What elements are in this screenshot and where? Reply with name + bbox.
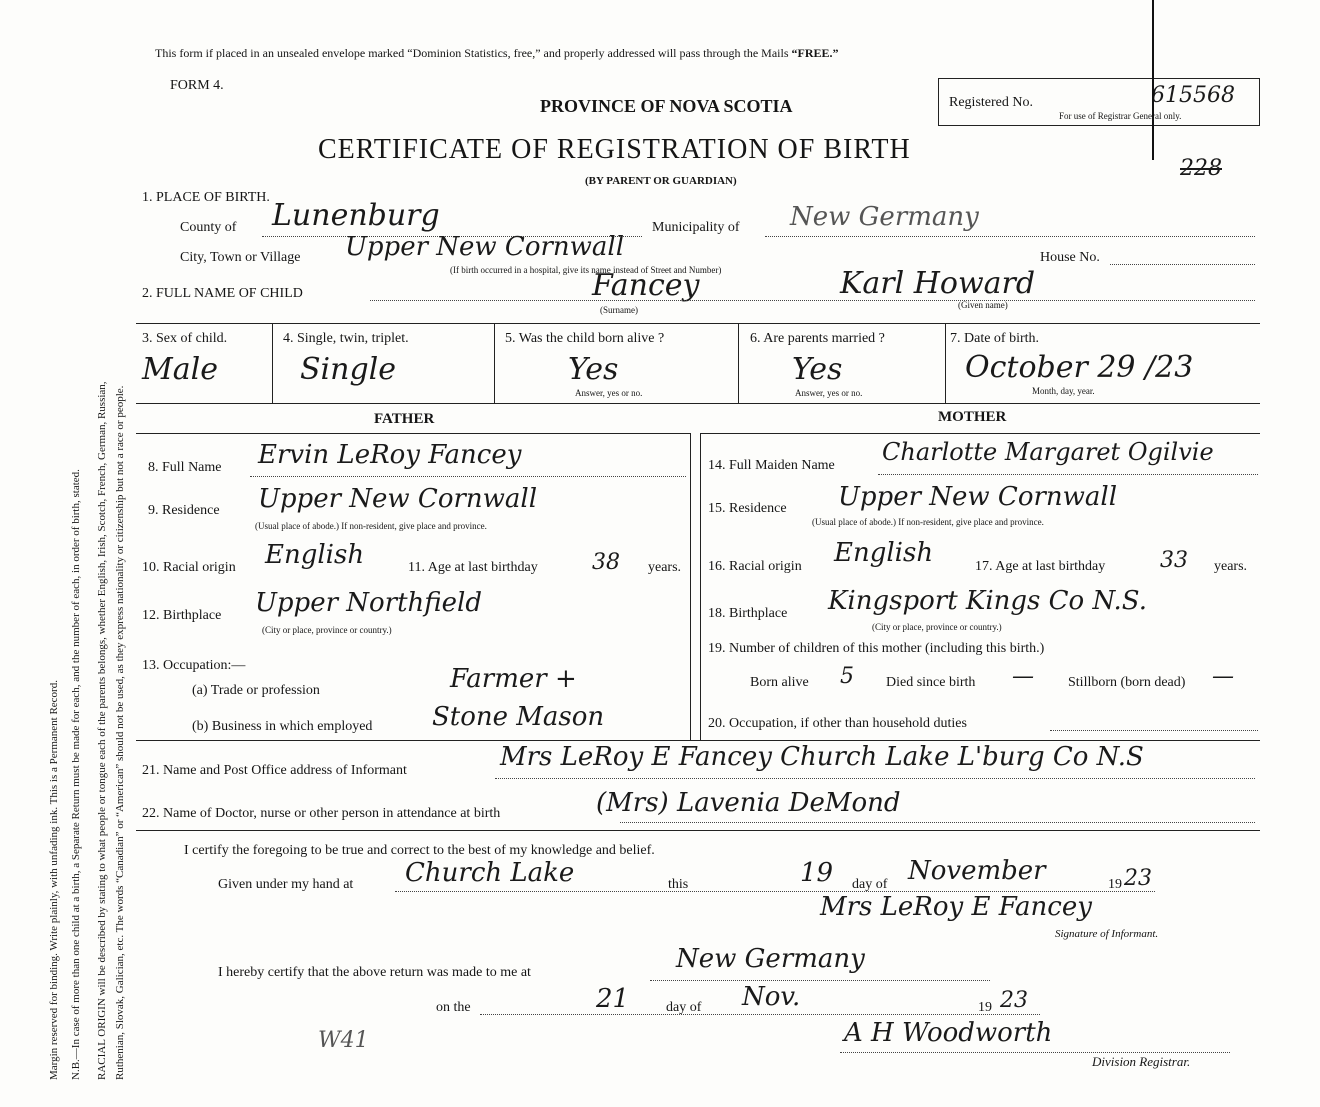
county-label: County of [180, 220, 237, 235]
facts-divider-1 [272, 323, 273, 403]
house-number-label: House No. [1040, 250, 1100, 265]
registrar-day-of: day of [666, 1000, 702, 1015]
died-since-birth-label: Died since birth [886, 675, 976, 690]
mother-age: 33 [1160, 548, 1188, 573]
facts-divider-3 [738, 323, 739, 403]
mother-birthplace-label: 18. Birthplace [708, 606, 788, 621]
registrar-signature: A H Woodworth [844, 1018, 1053, 1048]
father-trade: Farmer + [450, 664, 577, 694]
child-surname: Fancey [592, 268, 700, 303]
mother-name-label: 14. Full Maiden Name [708, 458, 835, 473]
father-residence-label: 9. Residence [148, 503, 220, 518]
father-name-rule [250, 476, 686, 477]
father-business-label: (b) Business in which employed [192, 719, 373, 734]
mother-age-label: 17. Age at last birthday [975, 559, 1106, 574]
child-given-name: Karl Howard [840, 266, 1036, 301]
municipality-value: New Germany [790, 202, 979, 232]
registrar-title: Division Registrar. [1092, 1054, 1191, 1069]
city-value: Upper New Cornwall [345, 232, 625, 262]
father-business: Stone Mason [432, 702, 605, 732]
mail-note-text: This form if placed in an unsealed envelope marked “Dominion Statistics, free,” and properly addressed will pass through the Mails [155, 46, 792, 60]
father-heading-rule [136, 433, 690, 434]
province-heading: PROVINCE OF NOVA SCOTIA [540, 96, 793, 116]
father-trade-label: (a) Trade or profession [192, 683, 320, 698]
registrar-year-prefix: 19 [978, 1000, 992, 1015]
mother-children-label: 19. Number of children of this mother (including this birth.) [708, 641, 1045, 656]
father-name-label: 8. Full Name [148, 460, 222, 475]
side-note-racial-origin: RACIAL ORIGIN will be described by stating to what people or tongue each of the parents belongs, whether English, Irish, Scotch, French, German, Russian, [96, 381, 108, 1080]
facts-bottom-rule [136, 403, 1260, 404]
married-note: Answer, yes or no. [795, 388, 863, 398]
father-birthplace: Upper Northfield [255, 588, 482, 618]
side-note-binding: Margin reserved for binding. Write plainly, with unfading ink. This is a Permanent Record. [48, 680, 60, 1080]
sex-value: Male [142, 352, 218, 387]
house-number-rule [1110, 264, 1255, 265]
mother-occupation-rule [1050, 730, 1258, 731]
father-occupation-label: 13. Occupation:— [142, 658, 246, 673]
facts-top-rule [136, 323, 1260, 324]
certify-year: 23 [1124, 866, 1152, 891]
registrar-year: 23 [1000, 988, 1028, 1013]
certificate-title: CERTIFICATE OF REGISTRATION OF BIRTH [318, 134, 911, 165]
informant-rule [495, 778, 1255, 779]
father-race-label: 10. Racial origin [142, 560, 236, 575]
mail-note [155, 46, 839, 61]
mother-race: English [834, 538, 934, 568]
registrar-statement: I hereby certify that the above return was made to me at [218, 965, 531, 980]
mother-residence-label: 15. Residence [708, 501, 787, 516]
registrar-day: 21 [596, 984, 630, 1014]
stillborn-count: — [1212, 664, 1234, 689]
father-name: Ervin LeRoy Fancey [258, 440, 522, 470]
mother-name-rule [878, 474, 1258, 475]
parents-divider-right [700, 433, 701, 740]
registrar-signature-rule [840, 1052, 1230, 1053]
facts-divider-4 [945, 323, 946, 403]
parents-bottom-rule [136, 740, 1260, 741]
dob-value: October 29 /23 [965, 350, 1194, 385]
doctor-label: 22. Name of Doctor, nurse or other person in attendance at birth [142, 806, 501, 821]
municipality-rule [765, 236, 1255, 237]
registrar-place: New Germany [676, 944, 865, 974]
mother-heading: MOTHER [938, 409, 1007, 425]
single-label: 4. Single, twin, triplet. [283, 331, 409, 346]
father-race: English [265, 540, 365, 570]
mother-birthplace: Kingsport Kings Co N.S. [828, 586, 1147, 616]
father-heading: FATHER [374, 411, 435, 427]
registrar-on-the: on the [436, 1000, 471, 1015]
registrar-note: For use of Registrar General only. [1059, 111, 1182, 121]
registrar-month: Nov. [742, 982, 801, 1012]
father-age-label: 11. Age at last birthday [408, 560, 538, 575]
certify-day: 19 [800, 858, 834, 888]
county-value: Lunenburg [272, 198, 440, 233]
married-label: 6. Are parents married ? [750, 331, 885, 346]
corner-mark: 228 [1180, 156, 1222, 181]
dob-label: 7. Date of birth. [950, 331, 1040, 346]
born-alive-count: 5 [840, 664, 854, 689]
registered-label: Registered No. [949, 95, 1033, 110]
born-alive-value: Yes [568, 352, 619, 387]
father-age: 38 [592, 550, 620, 575]
registrar-place-rule [650, 980, 990, 981]
born-alive-label: 5. Was the child born alive ? [505, 331, 665, 346]
informant-signature-note: Signature of Informant. [1055, 928, 1159, 940]
certify-day-of: day of [852, 877, 888, 892]
doctor-rule [620, 822, 1255, 823]
informant-signature: Mrs LeRoy E Fancey [820, 892, 1092, 922]
hospital-note: (If birth occurred in a hospital, give its name instead of Street and Number) [450, 265, 722, 275]
facts-divider-2 [494, 323, 495, 403]
died-since-birth: — [1012, 664, 1034, 689]
born-alive-count-label: Born alive [750, 675, 809, 690]
given-under-hand-label: Given under my hand at [218, 877, 354, 892]
married-value: Yes [792, 352, 843, 387]
form-number: FORM 4. [170, 78, 224, 93]
certify-month: November [908, 856, 1046, 886]
informant-section-rule [136, 830, 1260, 831]
mother-age-years: years. [1214, 559, 1248, 574]
registered-value: 615568 [1151, 83, 1235, 108]
mother-occupation-label: 20. Occupation, if other than household duties [708, 716, 967, 731]
margin-pen-line [1152, 0, 1154, 160]
dob-note: Month, day, year. [1032, 386, 1095, 396]
registrar-mark: W41 [318, 1028, 369, 1053]
certify-statement: I certify the foregoing to be true and correct to the best of my knowledge and belief. [184, 843, 655, 858]
registered-box [938, 78, 1260, 126]
side-note-nationality: Ruthenian, Slovak, Galician, etc. The words “Canadian” or “American” should not be used, as they express nationality or citizenship but not a race or people. [114, 385, 126, 1080]
father-birthplace-label: 12. Birthplace [142, 608, 222, 623]
informant-value: Mrs LeRoy E Fancey Church Lake L'burg Co N.S [500, 742, 1144, 772]
sex-label: 3. Sex of child. [142, 331, 228, 346]
child-given-note: (Given name) [958, 300, 1008, 310]
mother-birthplace-note: (City or place, province or country.) [872, 622, 1002, 632]
certify-this: this [668, 877, 689, 892]
certificate-subtitle: (BY PARENT OR GUARDIAN) [585, 175, 737, 187]
parents-divider-left [690, 433, 691, 740]
mother-race-label: 16. Racial origin [708, 559, 802, 574]
child-name-rule [370, 300, 1255, 301]
child-surname-note: (Surname) [600, 305, 638, 315]
place-of-birth-label: 1. PLACE OF BIRTH. [142, 190, 270, 205]
single-value: Single [300, 352, 397, 387]
municipality-label: Municipality of [652, 220, 740, 235]
mother-heading-rule [700, 433, 1260, 434]
father-age-years: years. [648, 560, 682, 575]
certify-year-prefix: 19 [1108, 877, 1122, 892]
side-note-multiple-births: N.B.—In case of more than one child at a birth, a Separate Return must be made for each, and the number of each, in order of birth, stated. [70, 469, 82, 1080]
born-alive-note: Answer, yes or no. [575, 388, 643, 398]
stillborn-label: Stillborn (born dead) [1068, 675, 1186, 690]
child-name-label: 2. FULL NAME OF CHILD [142, 286, 303, 301]
city-label: City, Town or Village [180, 250, 301, 265]
father-residence: Upper New Cornwall [258, 484, 538, 514]
doctor-value: (Mrs) Lavenia DeMond [596, 788, 901, 818]
father-birthplace-note: (City or place, province or country.) [262, 625, 392, 635]
father-residence-note: (Usual place of abode.) If non-resident, give place and province. [255, 521, 487, 531]
mother-name: Charlotte Margaret Ogilvie [882, 438, 1214, 466]
certify-place: Church Lake [405, 858, 575, 888]
informant-label: 21. Name and Post Office address of Informant [142, 763, 407, 778]
mail-note-free: “FREE.” [791, 46, 839, 60]
mother-residence: Upper New Cornwall [838, 482, 1118, 512]
mother-residence-note: (Usual place of abode.) If non-resident, give place and province. [812, 517, 1044, 527]
registrar-date-rule [480, 1014, 1040, 1015]
